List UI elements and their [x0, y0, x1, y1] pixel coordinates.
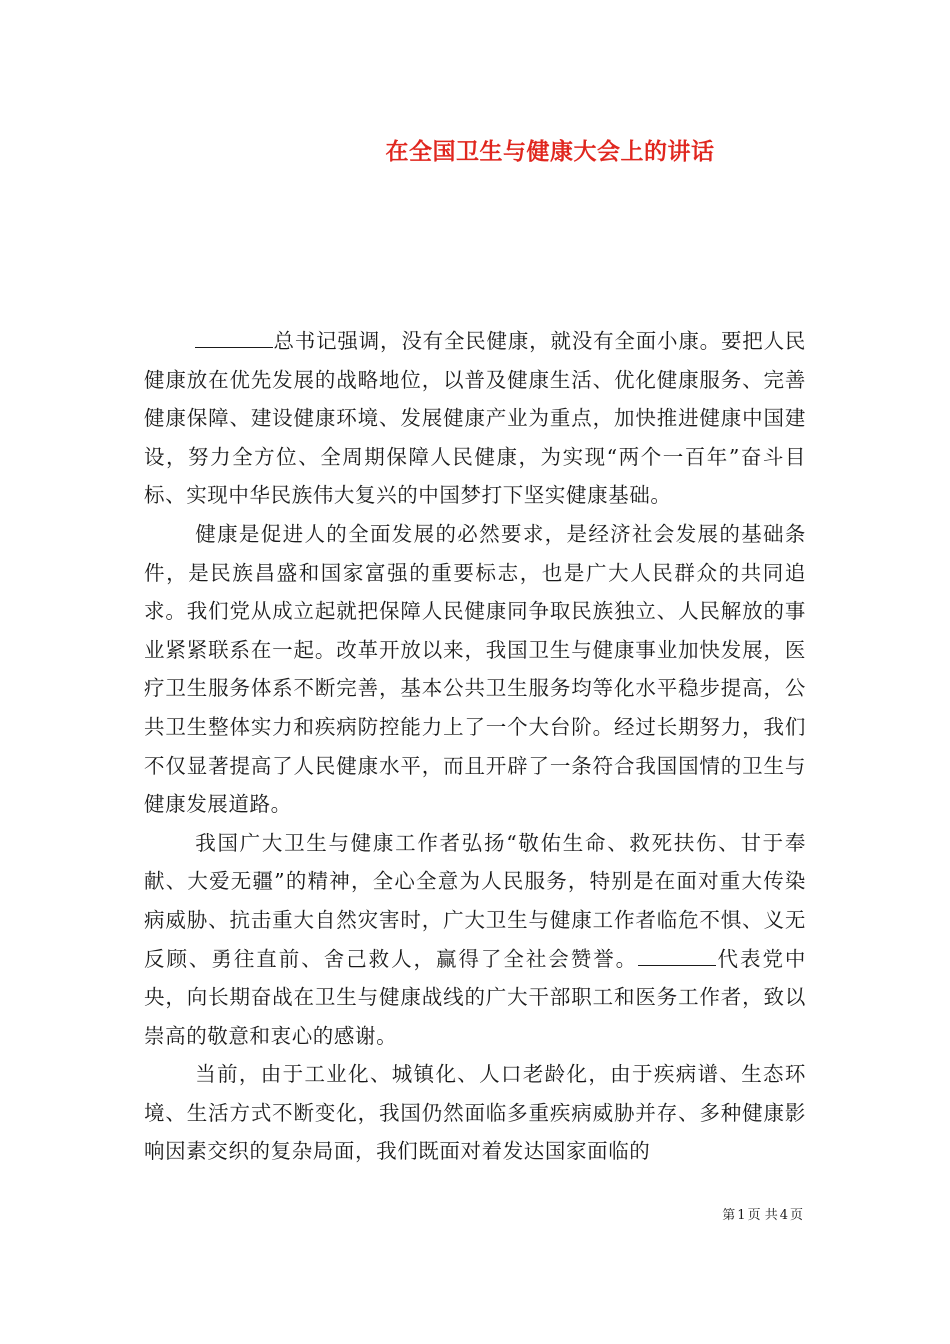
fill-in-blank-1: [195, 325, 273, 348]
footer-middle: 页 共: [747, 1208, 778, 1223]
document-title: 在全国卫生与健康大会上的讲话: [385, 138, 715, 165]
paragraph-3-text-before: 我国广大卫生与健康工作者弘扬“敬佑生命、救死扶伤、甘于奉献、大爱无疆”的精神，全心全意为人民服务，特别是在面对重大传染病威胁、抗击重大自然灾害时，广大卫生与健康工作者临危不惧、义无反顾、勇往直前、舍己救人，赢得了全社会赞誉。: [144, 830, 806, 971]
paragraph-3: [144, 824, 806, 1056]
footer-current-page: 1: [737, 1208, 746, 1223]
footer-prefix: 第: [722, 1208, 736, 1223]
page-number-footer: [721, 1204, 804, 1223]
footer-suffix: 页: [789, 1208, 803, 1223]
paragraph-1: [144, 322, 806, 515]
paragraph-3-text-after: 代表党中央，向长期奋战在卫生与健康战线的广大干部职工和医务工作者，致以崇高的敬意和衷心的感谢。: [144, 946, 807, 1048]
paragraph-1-text: 总书记强调，没有全民健康，就没有全面小康。要把人民健康放在优先发展的战略地位，以普及健康生活、优化健康服务、完善健康保障、建设健康环境、发展健康产业为重点，加快推进健康中国建设，努力全方位、全周期保障人民健康，为实现“两个一百年”奋斗目标、实现中华民族伟大复兴的中国梦打下坚实健康基础。: [144, 329, 806, 508]
fill-in-blank-2: [638, 943, 716, 966]
footer-total-pages: 4: [779, 1208, 788, 1223]
document-body: [144, 322, 806, 1171]
paragraph-4: 当前，由于工业化、城镇化、人口老龄化，由于疾病谱、生态环境、生活方式不断变化，我国仍然面临多重疾病威胁并存、多种健康影响因素交织的复杂局面，我们既面对着发达国家面临的: [144, 1062, 806, 1164]
paragraph-2: 健康是促进人的全面发展的必然要求，是经济社会发展的基础条件，是民族昌盛和国家富强的重要标志，也是广大人民群众的共同追求。我们党从成立起就把保障人民健康同争取民族独立、人民解放的事业紧紧联系在一起。改革开放以来，我国卫生与健康事业加快发展，医疗卫生服务体系不断完善，基本公共卫生服务均等化水平稳步提高，公共卫生整体实力和疾病防控能力上了一个大台阶。经过长期努力，我们不仅显著提高了人民健康水平，而且开辟了一条符合我国国情的卫生与健康发展道路。: [144, 521, 806, 817]
